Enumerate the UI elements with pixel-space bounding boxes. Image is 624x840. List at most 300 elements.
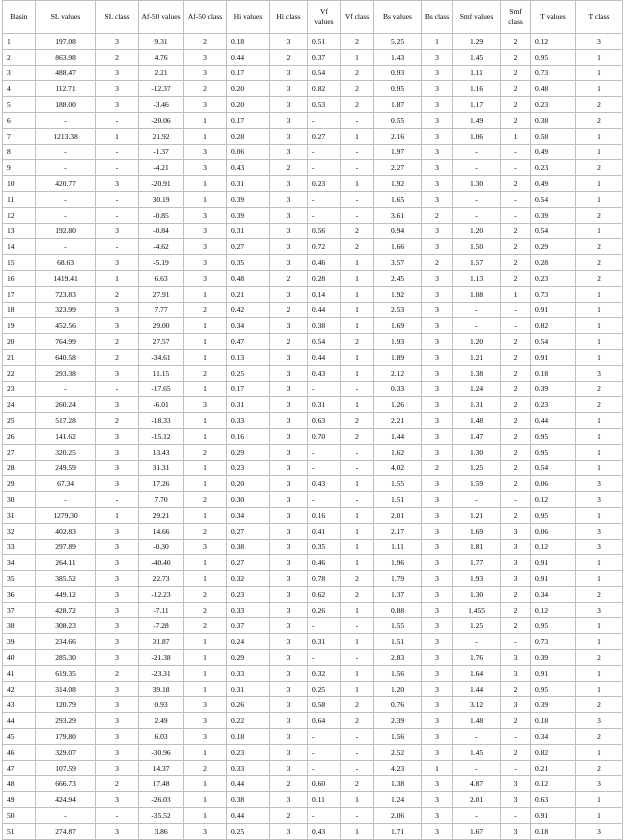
cell-vf-class: -	[341, 744, 374, 760]
cell-vf-values: 0.43	[308, 476, 341, 492]
cell-t-class: 2	[576, 255, 623, 271]
cell-basin: 11	[3, 191, 36, 207]
cell-hi-values: 0.44	[227, 776, 270, 792]
cell-hi-class: 3	[270, 34, 308, 50]
cell-vf-values: -	[308, 207, 341, 223]
cell-af50-class: 2	[184, 523, 227, 539]
cell-basin: 43	[3, 697, 36, 713]
cell-basin: 41	[3, 665, 36, 681]
cell-hi-values: 0.47	[227, 334, 270, 350]
cell-sl-class: 3	[96, 792, 139, 808]
cell-hi-class: 3	[270, 65, 308, 81]
cell-vf-values: 0.38	[308, 318, 341, 334]
header-bs-values: Bs values	[374, 1, 422, 34]
cell-bs-class: 3	[422, 81, 453, 97]
cell-sl-class: 1	[96, 507, 139, 523]
cell-af50-values: -6.01	[139, 397, 184, 413]
cell-hi-values: 0.39	[227, 207, 270, 223]
cell-basin: 50	[3, 808, 36, 824]
cell-bs-values: 2.01	[374, 507, 422, 523]
cell-vf-values: 0.37	[308, 49, 341, 65]
cell-bs-values: 1.20	[374, 681, 422, 697]
cell-bs-values: 2.21	[374, 413, 422, 429]
cell-smf-class: 2	[501, 586, 531, 602]
cell-smf-values: -	[453, 318, 501, 334]
table-row	[3, 49, 623, 65]
cell-hi-class: 3	[270, 255, 308, 271]
cell-bs-values: 2.45	[374, 270, 422, 286]
cell-t-class: 3	[576, 523, 623, 539]
cell-sl-values: 141.62	[36, 428, 96, 444]
cell-vf-class: 1	[341, 634, 374, 650]
cell-af50-values: 22.73	[139, 571, 184, 587]
cell-bs-values: 1.26	[374, 397, 422, 413]
cell-hi-values: 0.23	[227, 460, 270, 476]
cell-sl-class: -	[96, 207, 139, 223]
cell-smf-class: 2	[501, 602, 531, 618]
cell-t-values: 0.73	[531, 65, 576, 81]
cell-smf-values: 1.20	[453, 334, 501, 350]
cell-bs-class: 3	[422, 302, 453, 318]
cell-smf-values: 1.31	[453, 397, 501, 413]
table-row	[3, 681, 623, 697]
cell-sl-class: 3	[96, 539, 139, 555]
cell-basin: 37	[3, 602, 36, 618]
table-body	[3, 34, 623, 840]
cell-vf-values: 0.46	[308, 555, 341, 571]
cell-t-class: 1	[576, 571, 623, 587]
cell-t-values: 0.39	[531, 207, 576, 223]
cell-smf-class: -	[501, 144, 531, 160]
cell-t-values: 0.95	[531, 507, 576, 523]
cell-hi-class: 3	[270, 97, 308, 113]
header-t-class: T class	[576, 1, 623, 34]
cell-sl-class: 3	[96, 823, 139, 839]
cell-vf-class: 1	[341, 286, 374, 302]
cell-af50-values: -26.03	[139, 792, 184, 808]
cell-smf-values: -	[453, 302, 501, 318]
cell-hi-values: 0.22	[227, 713, 270, 729]
cell-bs-values: 1.96	[374, 555, 422, 571]
cell-bs-class: 3	[422, 586, 453, 602]
cell-bs-class: 3	[422, 49, 453, 65]
cell-basin: 7	[3, 128, 36, 144]
cell-af50-class: 3	[184, 270, 227, 286]
cell-sl-values: 402.83	[36, 523, 96, 539]
cell-af50-class: 1	[184, 428, 227, 444]
cell-hi-class: 3	[270, 760, 308, 776]
cell-vf-class: -	[341, 729, 374, 745]
cell-af50-class: 1	[184, 792, 227, 808]
cell-smf-values: 1.08	[453, 286, 501, 302]
cell-basin: 26	[3, 428, 36, 444]
cell-smf-values: 1.64	[453, 665, 501, 681]
cell-smf-class: 2	[501, 618, 531, 634]
cell-sl-class: 2	[96, 334, 139, 350]
cell-vf-class: 1	[341, 539, 374, 555]
cell-hi-class: 3	[270, 207, 308, 223]
cell-bs-class: 3	[422, 349, 453, 365]
cell-vf-class: 1	[341, 128, 374, 144]
cell-t-class: 2	[576, 270, 623, 286]
cell-bs-values: 1.71	[374, 823, 422, 839]
cell-hi-values: 0.32	[227, 571, 270, 587]
cell-hi-class: 3	[270, 523, 308, 539]
cell-smf-class: 2	[501, 49, 531, 65]
cell-vf-class: 1	[341, 49, 374, 65]
cell-t-class: 1	[576, 191, 623, 207]
cell-smf-class: 2	[501, 713, 531, 729]
cell-hi-class: 3	[270, 555, 308, 571]
cell-bs-values: 4.23	[374, 760, 422, 776]
cell-vf-class: 1	[341, 365, 374, 381]
cell-smf-class: -	[501, 191, 531, 207]
cell-vf-class: 2	[341, 81, 374, 97]
cell-smf-values: 1.21	[453, 349, 501, 365]
cell-af50-class: 3	[184, 539, 227, 555]
cell-basin: 42	[3, 681, 36, 697]
cell-t-values: 0.95	[531, 49, 576, 65]
cell-bs-class: 3	[422, 729, 453, 745]
cell-sl-class: 3	[96, 318, 139, 334]
cell-smf-values: 1.81	[453, 539, 501, 555]
cell-t-values: 0.34	[531, 586, 576, 602]
cell-af50-class: 3	[184, 97, 227, 113]
cell-basin: 35	[3, 571, 36, 587]
cell-af50-class: 2	[184, 492, 227, 508]
cell-hi-values: 0.31	[227, 681, 270, 697]
cell-vf-class: 1	[341, 349, 374, 365]
cell-smf-values: 1.20	[453, 223, 501, 239]
cell-smf-values: -	[453, 634, 501, 650]
cell-sl-values: 112.71	[36, 81, 96, 97]
cell-smf-class: 3	[501, 792, 531, 808]
table-row	[3, 760, 623, 776]
cell-vf-values: 0.78	[308, 571, 341, 587]
cell-hi-values: 0.20	[227, 476, 270, 492]
cell-vf-class: 2	[341, 97, 374, 113]
cell-af50-values: 21.92	[139, 128, 184, 144]
cell-sl-values: -	[36, 112, 96, 128]
cell-sl-values: 314.08	[36, 681, 96, 697]
cell-smf-class: 2	[501, 223, 531, 239]
cell-t-class: 2	[576, 97, 623, 113]
cell-vf-values: 0.11	[308, 792, 341, 808]
cell-smf-values: 1.30	[453, 586, 501, 602]
cell-af50-class: 1	[184, 460, 227, 476]
header-t-values: T values	[531, 1, 576, 34]
cell-t-values: 0.39	[531, 650, 576, 666]
cell-af50-class: 2	[184, 365, 227, 381]
table-row	[3, 792, 623, 808]
cell-smf-values: 1.69	[453, 523, 501, 539]
cell-af50-values: 7.70	[139, 492, 184, 508]
cell-vf-class: 1	[341, 792, 374, 808]
cell-af50-class: 1	[184, 571, 227, 587]
table-row	[3, 270, 623, 286]
cell-sl-values: 260.24	[36, 397, 96, 413]
cell-t-values: 0.95	[531, 618, 576, 634]
cell-hi-values: 0.44	[227, 49, 270, 65]
cell-smf-class: 1	[501, 286, 531, 302]
cell-basin: 22	[3, 365, 36, 381]
cell-smf-values: 1.45	[453, 49, 501, 65]
cell-sl-class: 2	[96, 49, 139, 65]
cell-vf-class: 1	[341, 318, 374, 334]
cell-t-class: 1	[576, 618, 623, 634]
cell-t-class: 1	[576, 286, 623, 302]
cell-basin: 6	[3, 112, 36, 128]
cell-smf-class: 2	[501, 334, 531, 350]
cell-t-class: 1	[576, 792, 623, 808]
cell-af50-class: 1	[184, 128, 227, 144]
cell-sl-values: -	[36, 381, 96, 397]
cell-sl-class: 3	[96, 618, 139, 634]
cell-bs-class: 3	[422, 523, 453, 539]
table-row	[3, 112, 623, 128]
cell-hi-values: 0.34	[227, 507, 270, 523]
cell-bs-class: 3	[422, 792, 453, 808]
cell-vf-class: 2	[341, 239, 374, 255]
cell-sl-values: 249.59	[36, 460, 96, 476]
table-row	[3, 302, 623, 318]
cell-vf-class: 1	[341, 602, 374, 618]
cell-vf-class: -	[341, 760, 374, 776]
cell-hi-class: 3	[270, 286, 308, 302]
cell-t-values: 0.06	[531, 476, 576, 492]
table-row	[3, 650, 623, 666]
table-row	[3, 665, 623, 681]
cell-vf-values: 0.43	[308, 365, 341, 381]
basin-data-table	[2, 0, 623, 840]
cell-sl-class: 3	[96, 523, 139, 539]
cell-hi-class: 2	[270, 270, 308, 286]
cell-af50-class: 1	[184, 318, 227, 334]
cell-vf-values: 0.56	[308, 223, 341, 239]
cell-smf-class: -	[501, 729, 531, 745]
cell-vf-class: 2	[341, 65, 374, 81]
cell-hi-class: 3	[270, 365, 308, 381]
cell-vf-values: 0.41	[308, 523, 341, 539]
cell-sl-class: 1	[96, 270, 139, 286]
cell-t-values: 0.91	[531, 665, 576, 681]
cell-hi-class: 3	[270, 823, 308, 839]
cell-hi-values: 0.29	[227, 650, 270, 666]
cell-af50-values: -5.19	[139, 255, 184, 271]
cell-sl-class: 3	[96, 476, 139, 492]
cell-sl-class: 2	[96, 286, 139, 302]
cell-sl-class: 2	[96, 665, 139, 681]
cell-hi-class: 2	[270, 302, 308, 318]
cell-t-class: 2	[576, 650, 623, 666]
table-row	[3, 729, 623, 745]
cell-hi-values: 0.43	[227, 160, 270, 176]
header-smf-values: Smf values	[453, 1, 501, 34]
cell-sl-values: 424.94	[36, 792, 96, 808]
cell-af50-class: 3	[184, 207, 227, 223]
cell-basin: 24	[3, 397, 36, 413]
cell-hi-class: 3	[270, 602, 308, 618]
cell-bs-class: 3	[422, 365, 453, 381]
cell-smf-class: 3	[501, 650, 531, 666]
cell-basin: 46	[3, 744, 36, 760]
cell-af50-values: -35.52	[139, 808, 184, 824]
header-hi-values: Hi values	[227, 1, 270, 34]
cell-smf-values: -	[453, 492, 501, 508]
table-row	[3, 744, 623, 760]
cell-bs-class: 3	[422, 318, 453, 334]
cell-basin: 27	[3, 444, 36, 460]
cell-hi-values: 0.27	[227, 555, 270, 571]
cell-hi-values: 0.23	[227, 744, 270, 760]
table-row	[3, 239, 623, 255]
cell-hi-values: 0.25	[227, 823, 270, 839]
cell-t-class: 1	[576, 665, 623, 681]
cell-smf-class: 2	[501, 239, 531, 255]
cell-af50-values: -34.61	[139, 349, 184, 365]
cell-smf-class: 2	[501, 97, 531, 113]
cell-bs-values: 0.76	[374, 697, 422, 713]
cell-vf-values: 0.25	[308, 681, 341, 697]
cell-vf-values: 0.16	[308, 507, 341, 523]
table-row	[3, 476, 623, 492]
cell-t-values: 0.54	[531, 334, 576, 350]
cell-t-values: 0.12	[531, 34, 576, 50]
cell-af50-class: 1	[184, 808, 227, 824]
cell-basin: 4	[3, 81, 36, 97]
cell-smf-class: 2	[501, 270, 531, 286]
cell-hi-class: 3	[270, 476, 308, 492]
cell-vf-values: -	[308, 744, 341, 760]
cell-hi-values: 0.38	[227, 792, 270, 808]
cell-basin: 48	[3, 776, 36, 792]
cell-smf-values: 1.25	[453, 618, 501, 634]
cell-vf-values: -	[308, 191, 341, 207]
cell-hi-class: 3	[270, 381, 308, 397]
cell-af50-class: 2	[184, 34, 227, 50]
cell-bs-class: 3	[422, 286, 453, 302]
cell-hi-values: 0.35	[227, 255, 270, 271]
cell-smf-values: 4.87	[453, 776, 501, 792]
cell-bs-values: 1.51	[374, 634, 422, 650]
cell-basin: 17	[3, 286, 36, 302]
cell-vf-class: -	[341, 112, 374, 128]
cell-af50-class: 1	[184, 349, 227, 365]
cell-vf-class: 1	[341, 270, 374, 286]
cell-t-class: 1	[576, 744, 623, 760]
cell-smf-class: 3	[501, 523, 531, 539]
cell-t-class: 3	[576, 492, 623, 508]
cell-t-class: 1	[576, 444, 623, 460]
cell-basin: 33	[3, 539, 36, 555]
cell-t-values: 0.12	[531, 776, 576, 792]
cell-t-class: 3	[576, 34, 623, 50]
cell-bs-values: 1.93	[374, 334, 422, 350]
cell-smf-class: -	[501, 318, 531, 334]
cell-bs-class: 3	[422, 270, 453, 286]
cell-bs-values: 0.95	[374, 81, 422, 97]
cell-af50-values: -40.40	[139, 555, 184, 571]
cell-vf-values: 0.53	[308, 97, 341, 113]
cell-hi-values: 0.31	[227, 176, 270, 192]
cell-sl-class: 3	[96, 97, 139, 113]
cell-hi-class: 3	[270, 571, 308, 587]
cell-bs-values: 2.27	[374, 160, 422, 176]
cell-t-values: 0.38	[531, 112, 576, 128]
cell-af50-class: 1	[184, 744, 227, 760]
cell-smf-class: 2	[501, 349, 531, 365]
table-row	[3, 586, 623, 602]
cell-smf-values: 1.48	[453, 713, 501, 729]
table-row	[3, 428, 623, 444]
cell-af50-values: -23.31	[139, 665, 184, 681]
cell-t-class: 2	[576, 112, 623, 128]
cell-smf-values: 1.50	[453, 239, 501, 255]
cell-vf-values: 0.31	[308, 397, 341, 413]
cell-bs-class: 3	[422, 776, 453, 792]
cell-sl-class: 3	[96, 571, 139, 587]
cell-sl-class: 3	[96, 397, 139, 413]
cell-sl-class: -	[96, 112, 139, 128]
cell-smf-values: 1.13	[453, 270, 501, 286]
cell-vf-class: -	[341, 492, 374, 508]
cell-hi-class: 3	[270, 239, 308, 255]
cell-basin: 15	[3, 255, 36, 271]
cell-smf-values: 1.24	[453, 381, 501, 397]
cell-sl-class: 3	[96, 255, 139, 271]
cell-smf-values: 1.77	[453, 555, 501, 571]
cell-hi-values: 0.27	[227, 523, 270, 539]
cell-hi-values: 0.23	[227, 586, 270, 602]
header-vf-class: Vf class	[341, 1, 374, 34]
table-row	[3, 223, 623, 239]
cell-af50-values: -7.28	[139, 618, 184, 634]
cell-bs-values: 1.38	[374, 776, 422, 792]
cell-t-class: 2	[576, 381, 623, 397]
cell-smf-class: 3	[501, 697, 531, 713]
cell-af50-class: 1	[184, 634, 227, 650]
cell-sl-class: 1	[96, 128, 139, 144]
cell-bs-class: 3	[422, 650, 453, 666]
cell-bs-class: 3	[422, 112, 453, 128]
cell-sl-values: -	[36, 191, 96, 207]
cell-sl-class: 3	[96, 302, 139, 318]
cell-hi-values: 0.29	[227, 444, 270, 460]
cell-vf-values: 0.44	[308, 349, 341, 365]
cell-vf-class: 2	[341, 571, 374, 587]
cell-hi-values: 0.20	[227, 81, 270, 97]
cell-vf-values: 0.28	[308, 270, 341, 286]
cell-basin: 5	[3, 97, 36, 113]
cell-bs-values: 0.55	[374, 112, 422, 128]
cell-bs-values: 1.89	[374, 349, 422, 365]
cell-sl-values: 67.34	[36, 476, 96, 492]
cell-bs-class: 3	[422, 381, 453, 397]
cell-smf-class: 2	[501, 255, 531, 271]
cell-af50-class: 1	[184, 665, 227, 681]
cell-sl-class: -	[96, 239, 139, 255]
cell-bs-values: 1.24	[374, 792, 422, 808]
cell-vf-values: -	[308, 760, 341, 776]
cell-smf-values: 1.11	[453, 65, 501, 81]
cell-sl-values: 188.00	[36, 97, 96, 113]
cell-basin: 28	[3, 460, 36, 476]
cell-t-values: 0.23	[531, 160, 576, 176]
cell-bs-class: 3	[422, 144, 453, 160]
cell-hi-values: 0.21	[227, 286, 270, 302]
cell-vf-class: -	[341, 381, 374, 397]
cell-bs-class: 3	[422, 128, 453, 144]
